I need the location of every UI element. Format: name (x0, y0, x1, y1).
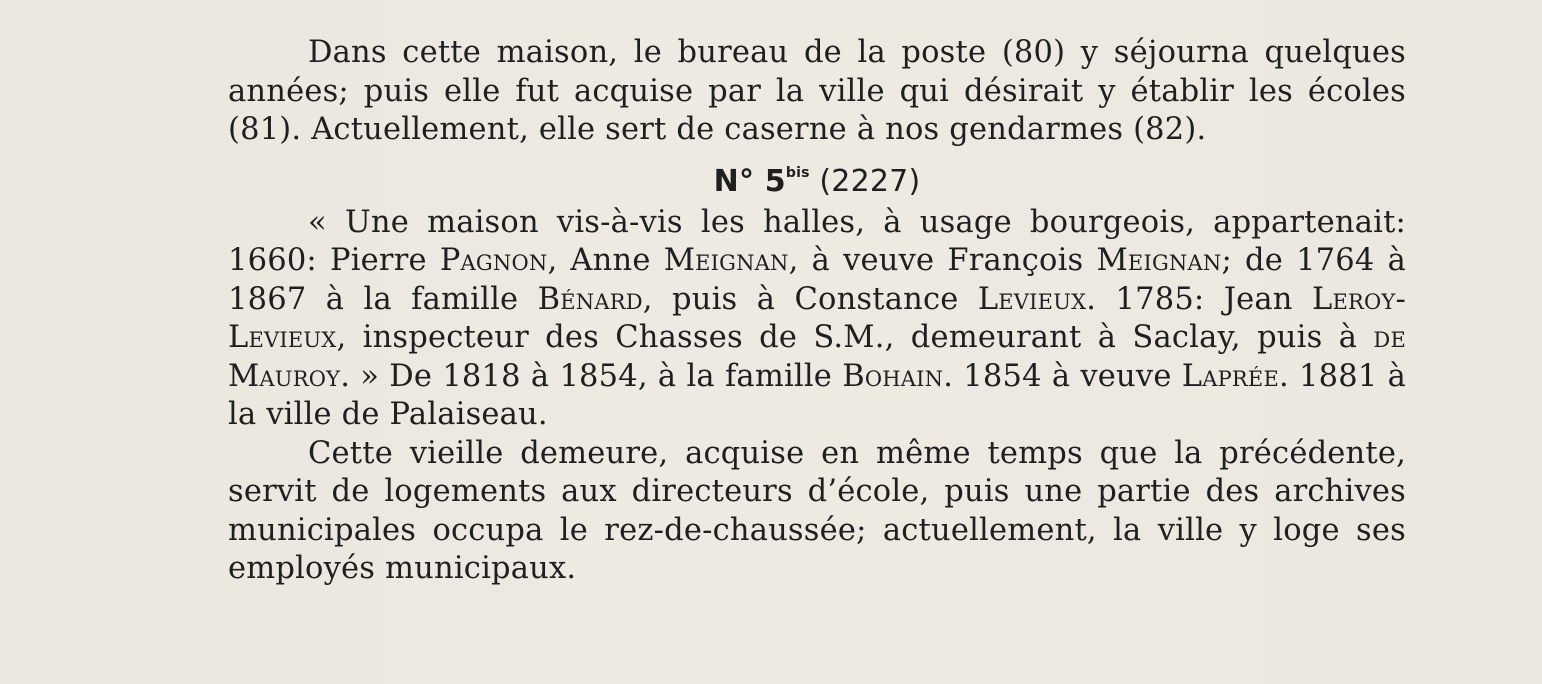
surname: Meignan (663, 243, 789, 278)
heading-superscript: bis (785, 164, 810, 181)
text-block (228, 34, 1406, 589)
text-run: . 1854 à veuve (943, 358, 1182, 394)
surname: Bohain (842, 358, 944, 394)
surname: Laprée (1181, 358, 1279, 394)
paragraph-post-office: Dans cette maison, le bureau de la poste (80) y séjourna quelques années; puis elle fut acquise par la ville qui désirait y établir les écoles (81). Actuellement, elle sert de caserne à nos gendarmes (82). (228, 35, 1406, 147)
heading-number: N° 5 (713, 163, 786, 199)
text-run: . 1881 à la ville de Palaiseau. (228, 358, 1406, 432)
surname: Levieux (977, 281, 1087, 317)
text-run: , inspecteur des Chasses de S.M., demeurant à Saclay, puis à (336, 320, 1374, 355)
heading-reference: (2227) (819, 163, 921, 199)
surname: de Mauroy (228, 320, 1406, 394)
paragraph-ownership-history (228, 204, 1406, 435)
surname: Bénard (537, 281, 643, 317)
text-run: . 1785: Jean (1086, 281, 1312, 317)
surname: Leroy-Levieux (228, 281, 1406, 355)
text-run: , puis à Constance (642, 281, 978, 317)
section-heading (228, 151, 1406, 204)
text-run: , Anne (547, 243, 664, 278)
surname: Pagnon (439, 243, 548, 278)
text-run: . » De 1818 à 1854, à la famille (340, 358, 843, 394)
text-run: « Une maison vis-à-vis les halles, à usage bourgeois, appartenait: 1660: Pierre (228, 204, 1406, 278)
text-run: , à veuve François (788, 243, 1097, 278)
paragraph-current-use: Cette vieille demeure, acquise en même temps que la précédente, servit de logements aux directeurs d’école, puis une partie des archives municipales occupa le rez-de-chaussée; actuellement, la ville y loge ses employés municipaux. (228, 435, 1406, 586)
text-run: ; de 1764 à 1867 à la famille (228, 243, 1406, 317)
surname: Meignan (1096, 243, 1222, 278)
